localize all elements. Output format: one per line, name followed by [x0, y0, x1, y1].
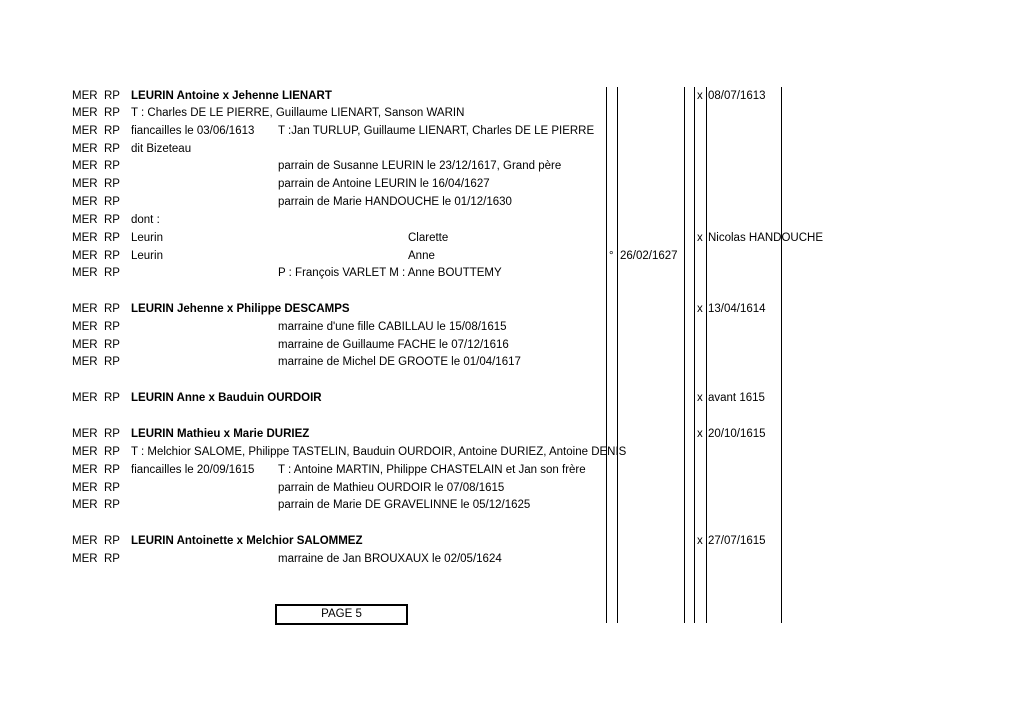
cell-mer: MER	[72, 464, 98, 476]
cell-rp: RP	[104, 321, 120, 333]
cell-rp: RP	[104, 303, 120, 315]
page-number-label: PAGE 5	[321, 608, 362, 620]
table-row	[0, 480, 1024, 496]
table-row	[0, 426, 1024, 442]
cell-mer: MER	[72, 196, 98, 208]
cell-x: x	[697, 392, 703, 404]
cell-mer: MER	[72, 535, 98, 547]
table-row	[0, 123, 1024, 139]
table-row	[0, 248, 1024, 264]
cell-mer: MER	[72, 446, 98, 458]
table-row	[0, 194, 1024, 210]
cell-b: T : Antoine MARTIN, Philippe CHASTELAIN et Jan son frère	[278, 464, 586, 476]
cell-rp: RP	[104, 392, 120, 404]
cell-rp: RP	[104, 499, 120, 511]
cell-mer: MER	[72, 125, 98, 137]
cell-rp: RP	[104, 196, 120, 208]
cell-rp: RP	[104, 250, 120, 262]
cell-rp: RP	[104, 446, 120, 458]
cell-a: T : Charles DE LE PIERRE, Guillaume LIENART, Sanson WARIN	[131, 107, 465, 119]
cell-mer: MER	[72, 303, 98, 315]
table-row	[0, 105, 1024, 121]
table-row	[0, 533, 1024, 549]
cell-mer: MER	[72, 499, 98, 511]
cell-bap-mark: °	[609, 250, 614, 262]
cell-a: dit Bizeteau	[131, 143, 192, 155]
cell-mar: 20/10/1615	[708, 428, 766, 440]
table-row	[0, 141, 1024, 157]
cell-rp: RP	[104, 232, 120, 244]
cell-b: parrain de Mathieu OURDOIR le 07/08/1615	[278, 482, 505, 494]
cell-a: LEURIN Jehenne x Philippe DESCAMPS	[131, 303, 350, 315]
cell-b: marraine de Guillaume FACHE le 07/12/1616	[278, 339, 509, 351]
table-row	[0, 444, 1024, 460]
cell-mer: MER	[72, 321, 98, 333]
page-number-box	[275, 604, 408, 625]
cell-x: x	[697, 303, 703, 315]
table-row	[0, 390, 1024, 406]
cell-rp: RP	[104, 178, 120, 190]
cell-mar: avant 1615	[708, 392, 765, 404]
cell-b: T :Jan TURLUP, Guillaume LIENART, Charles DE LE PIERRE	[278, 125, 595, 137]
cell-mer: MER	[72, 428, 98, 440]
table-row	[0, 462, 1024, 478]
cell-a: LEURIN Antoinette x Melchior SALOMMEZ	[131, 535, 363, 547]
cell-rp: RP	[104, 125, 120, 137]
cell-rp: RP	[104, 356, 120, 368]
cell-rp: RP	[104, 535, 120, 547]
table-row	[0, 88, 1024, 104]
cell-rp: RP	[104, 90, 120, 102]
cell-mar: 13/04/1614	[708, 303, 766, 315]
cell-rp: RP	[104, 160, 120, 172]
cell-mer: MER	[72, 267, 98, 279]
cell-mer: MER	[72, 178, 98, 190]
table-row	[0, 176, 1024, 192]
cell-a: LEURIN Anne x Bauduin OURDOIR	[131, 392, 322, 404]
cell-mer: MER	[72, 553, 98, 565]
cell-mer: MER	[72, 107, 98, 119]
cell-a: LEURIN Antoine x Jehenne LIENART	[131, 90, 332, 102]
cell-mar: 27/07/1615	[708, 535, 766, 547]
cell-rp: RP	[104, 267, 120, 279]
cell-b: P : François VARLET M : Anne BOUTTEMY	[278, 267, 502, 279]
cell-mer: MER	[72, 339, 98, 351]
table-row	[0, 212, 1024, 228]
cell-mer: MER	[72, 90, 98, 102]
cell-a: Leurin	[131, 250, 163, 262]
table-row	[0, 265, 1024, 281]
cell-mer: MER	[72, 214, 98, 226]
cell-rp: RP	[104, 482, 120, 494]
table-row	[0, 354, 1024, 370]
cell-mer: MER	[72, 160, 98, 172]
cell-c: Clarette	[408, 232, 449, 244]
cell-mer: MER	[72, 143, 98, 155]
cell-b: parrain de Susanne LEURIN le 23/12/1617, Grand père	[278, 160, 562, 172]
cell-mer: MER	[72, 232, 98, 244]
table-row	[0, 497, 1024, 513]
table-row	[0, 158, 1024, 174]
cell-mer: MER	[72, 392, 98, 404]
cell-mar: Nicolas HANDOUCHE	[708, 232, 824, 244]
cell-a: fiancailles le 20/09/1615	[131, 464, 255, 476]
cell-x: x	[697, 535, 703, 547]
cell-rp: RP	[104, 428, 120, 440]
cell-x: x	[697, 90, 703, 102]
cell-a: T : Melchior SALOME, Philippe TASTELIN, Bauduin OURDOIR, Antoine DURIEZ, Antoine DENIS	[131, 446, 627, 458]
cell-a: LEURIN Mathieu x Marie DURIEZ	[131, 428, 310, 440]
cell-x: x	[697, 428, 703, 440]
cell-rp: RP	[104, 214, 120, 226]
cell-b: parrain de Marie HANDOUCHE le 01/12/1630	[278, 196, 512, 208]
cell-c: Anne	[408, 250, 435, 262]
cell-rp: RP	[104, 339, 120, 351]
cell-mer: MER	[72, 250, 98, 262]
table-row	[0, 230, 1024, 246]
cell-bap-date: 26/02/1627	[620, 250, 678, 262]
cell-b: marraine de Jan BROUXAUX le 02/05/1624	[278, 553, 502, 565]
cell-rp: RP	[104, 143, 120, 155]
table-row	[0, 337, 1024, 353]
cell-b: marraine de Michel DE GROOTE le 01/04/1617	[278, 356, 521, 368]
table-row	[0, 551, 1024, 567]
cell-rp: RP	[104, 553, 120, 565]
table-row	[0, 301, 1024, 317]
cell-rp: RP	[104, 464, 120, 476]
cell-a: dont :	[131, 214, 160, 226]
cell-mer: MER	[72, 356, 98, 368]
cell-b: parrain de Marie DE GRAVELINNE le 05/12/1625	[278, 499, 531, 511]
cell-x: x	[697, 232, 703, 244]
cell-a: fiancailles le 03/06/1613	[131, 125, 255, 137]
cell-mer: MER	[72, 482, 98, 494]
cell-b: marraine d'une fille CABILLAU le 15/08/1615	[278, 321, 507, 333]
table-row	[0, 319, 1024, 335]
cell-rp: RP	[104, 107, 120, 119]
cell-b: parrain de Antoine LEURIN le 16/04/1627	[278, 178, 490, 190]
cell-a: Leurin	[131, 232, 163, 244]
cell-mar: 08/07/1613	[708, 90, 766, 102]
